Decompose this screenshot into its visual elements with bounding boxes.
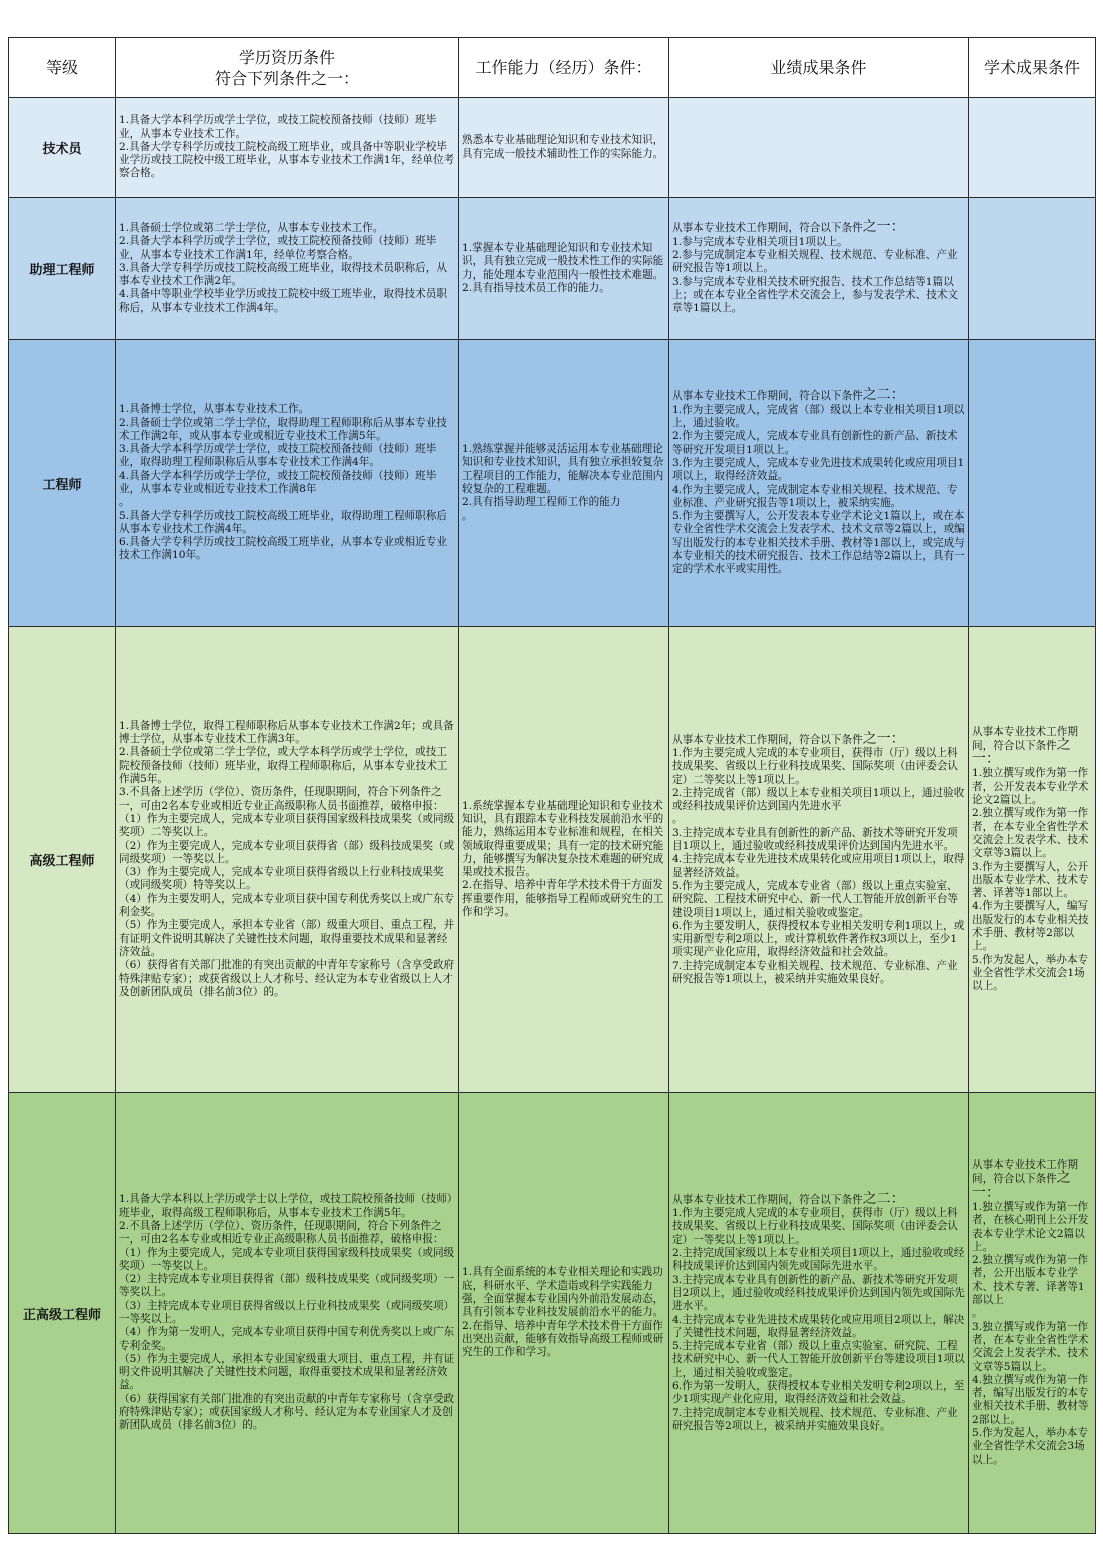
- academic-body: 1.独立撰写或作为第一作者，在核心期刊上公开发表本专业学术论文2篇以上。 2.独立撰写或作为第一作者，公开出版本专业学术、技术专著、译著等1部以上 。 3.独立撰写或作为第一作者，在本专业全省性学术交流会上发表学术、技术文章等5篇以上。 4.独立撰写或作为第一作者，编写出版发行的本专业相关技术手册、教材等2部以上。 5.作为发起人，举办本专业全省性学术交流会3场以上。: [972, 1200, 1089, 1466]
- level-cell: 高级工程师: [9, 627, 116, 1093]
- ability-cell: 熟悉本专业基础理论知识和专业技术知识，具有完成一般技术辅助性工作的实际能力。: [459, 98, 669, 198]
- education-cell: 1.具备博士学位，从事本专业技术工作。 2.具备硕士学位或第二学士学位，取得助理工程师职称后从事本专业技术工作满2年，或从事本专业或相近专业技术工作满5年。 3.具备大学本科学历或学士学位，或技工院校预备技师（技师）班毕业，取得助理工程师职称后从事本专业技术工作满4年。 4.具备大学本科学历或学士学位，或技工院校预备技师（技师）班毕业，从事本专业或相近专业技术工作满8年 。 5.具备大学专科学历或技工院校高级工班毕业，取得助理工程师职称后从事本专业技术工作满4年。 6.具备大学专科学历或技工院校高级工班毕业，从事本专业或相近专业技术工作满10年。: [116, 340, 459, 627]
- level-cell: 工程师: [9, 340, 116, 627]
- level-cell: 正高级工程师: [9, 1093, 116, 1534]
- performance-lead: [672, 1190, 965, 1207]
- ability-cell: 1.掌握本专业基础理论知识和专业技术知识，具有独立完成一般技术性工作的实际能力，能处理本专业范围内一般性技术难题。 2.具有指导技术员工作的能力。: [459, 198, 669, 340]
- performance-lead-emphasis: 之一：: [862, 730, 905, 747]
- education-cell: 1.具备博士学位，取得工程师职称后从事本专业技术工作满2年；或具备博士学位，从事本专业技术工作满3年。 2.具备硕士学位或第二学士学位，或大学本科学历或学士学位，或技工院校预备技师（技师）班毕业，取得工程师职称后，从事本专业技术工作满5年。 3.不具备上述学历（学位）、资历条件，任现职期间，符合下列条件之一，可由2名本专业或相近专业正高级职称人员书面推荐，破格申报： （1）作为主要完成人，完成本专业项目获得国家级科技成果奖（或同级奖项）二等奖以上。 （2）作为主要完成人，完成本专业项目获得省（部）级科技成果奖（或同级奖项）一等奖以上。 （3）作为主要完成人，完成本专业项目获得省级以上行业科技成果奖（或同级奖项）特等奖以上。 （4）作为主要发明人，完成本专业项目获中国专利优秀奖以上或广东专利金奖。 （5）作为主要完成人，承担本专业省（部）级重大项目、重点工程，并有证明文件说明其解决了关键性技术问题，取得重要技术成果和显著经济效益。 （6）获得省有关部门批准的有突出贡献的中青年专家称号（含享受政府特殊津贴专家）；或获省级以上人才称号、经认定为本专业省级以上人才及创新团队成员（排名前3位）的。: [116, 627, 459, 1093]
- academic-cell: [969, 340, 1096, 627]
- performance-cell: [669, 627, 969, 1093]
- performance-cell: [669, 198, 969, 340]
- performance-lead-text: 从事本专业技术工作期间，符合以下条件: [672, 222, 863, 235]
- academic-lead-emphasis: 之一：: [972, 1170, 1071, 1201]
- education-cell: 1.具备大学本科学历或学士学位，或技工院校预备技师（技师）班毕业，从事本专业技术工作。 2.具备大学专科学历或技工院校高级工班毕业，或具备中等职业学校毕业学历或技工院校中级工班毕业，从事本专业技术工作满1年，经单位考察合格。: [116, 98, 459, 198]
- academic-lead: [972, 1159, 1092, 1201]
- performance-body: 1.参与完成本专业相关项目1项以上。 2.参与完成制定本专业相关规程、技术规范、专业标准、产业研究报告等1项以上。 3.参与完成本专业相关技术研究报告、技术工作总结等1篇以上；或在本专业全省性学术交流会上，参与发表学术、技术文章等1篇以上。: [672, 235, 959, 315]
- row-engineer: [9, 340, 1096, 627]
- academic-lead: [972, 726, 1092, 768]
- ability-cell: 1.具有全面系统的本专业相关理论和实践功底，科研水平、学术造诣或科学实践能力强，全面掌握本专业国内外前沿发展动态，具有引领本专业科技发展前沿水平的能力。 2.在指导、培养中青年学术技术骨干方面作出突出贡献，能够有效指导高级工程师或研究生的工作和学习。: [459, 1093, 669, 1534]
- header-academic: 学术成果条件: [969, 38, 1096, 98]
- performance-lead-text: 从事本专业技术工作期间，符合以下条件: [672, 733, 863, 746]
- row-assistant-engineer: [9, 198, 1096, 340]
- level-cell: 技术员: [9, 98, 116, 198]
- academic-cell: [969, 627, 1096, 1093]
- performance-lead-text: 从事本专业技术工作期间，符合以下条件: [672, 390, 863, 403]
- criteria-table: [8, 37, 1096, 1534]
- academic-cell: [969, 198, 1096, 340]
- education-cell: 1.具备大学本科以上学历或学士以上学位，或技工院校预备技师（技师）班毕业，取得高级工程师职称后，从事本专业技术工作满5年。 2.不具备上述学历（学位）、资历条件，任现职期间，符合下列条件之一，可由2名本专业或相近专业正高级职称人员书面推荐，破格申报： （1）作为主要完成人，完成本专业项目获得国家级科技成果奖（或同级奖项）一等奖以上。 （2）主持完成本专业项目获得省（部）级科技成果奖（或同级奖项）一等奖以上。 （3）主持完成本专业项目获得省级以上行业科技成果奖（或同级奖项）一等奖以上。 （4）作为第一发明人，完成本专业项目获得中国专利优秀奖以上或广东专利金奖。 （5）作为主要完成人，承担本专业国家级重大项目、重点工程，并有证明文件说明其解决了关键性技术问题，取得重要技术成果和显著经济效益。 （6）获得国家有关部门批准的有突出贡献的中青年专家称号（含享受政府特殊津贴专家）；或获国家级人才称号、经认定为本专业国家人才及创新团队成员（排名前3位）的。: [116, 1093, 459, 1534]
- academic-body: 1.独立撰写或作为第一作者，公开发表本专业学术论文2篇以上。 2.独立撰写或作为第一作者，在本专业全省性学术交流会上发表学术、技术文章等3篇以上。 3.作为主要撰写人，公开出版本专业学术、技术专著、译著等1部以上。 4.作为主要撰写人，编写出版发行的本专业相关技术手册、教材等2部以上。 5.作为发起人，举办本专业全省性学术交流会1场以上。: [972, 767, 1089, 993]
- header-row: [9, 38, 1096, 98]
- performance-lead: [672, 389, 965, 403]
- performance-lead-emphasis: 之一：: [862, 219, 905, 236]
- academic-cell: [969, 98, 1096, 198]
- performance-body: 1.作为主要完成人完成的本专业项目，获得市（厅）级以上科技成果奖、省级以上行业科技成果奖、国际奖项（由评委会认定）一等奖以上等1项以上。 2.主持完成国家级以上本专业相关项目1项以上，通过验收或经科技成果评价达到国内领先或国际先进水平。 3.主持完成本专业具有创新性的新产品、新技术等研究开发项目2项以上，通过验收或经科技成果评价达到国内领先或国际先进水平。 4.主持完成本专业先进技术成果转化或应用项目2项以上，解决了关键性技术问题，取得显著经济效益。 5.主持完成本专业省（部）级以上重点实验室、研究院、工程技术研究中心、新一代人工智能开放创新平台等建设项目1项以上，通过相关验收或鉴定。 6.作为第一发明人，获得授权本专业相关发明专利2项以上，至少1项实现产业化应用，取得经济效益和社会效益。 7.主持完成制定本专业相关规程、技术规范、专业标准、产业研究报告等2项以上，被采纳并实施效果良好。: [672, 1207, 965, 1432]
- row-professor-engineer: [9, 1093, 1096, 1534]
- header-performance: 业绩成果条件: [669, 38, 969, 98]
- performance-lead-emphasis: 之二：: [862, 387, 905, 404]
- header-education-title: 学历资历条件: [238, 47, 335, 67]
- header-level: 等级: [9, 38, 116, 98]
- performance-lead: [672, 730, 965, 747]
- ability-cell: 1.熟练掌握并能够灵活运用本专业基础理论知识和专业技术知识，具有独立承担较复杂工程项目的工作能力，能解决本专业范围内较复杂的工程难题。 2.具有指导助理工程师工作的能力 。: [459, 340, 669, 627]
- header-ability: 工作能力（经历）条件：: [459, 38, 669, 98]
- performance-cell: [669, 1093, 969, 1534]
- header-education: [116, 38, 459, 98]
- row-technician: [9, 98, 1096, 198]
- performance-lead-text: 从事本专业技术工作期间，符合以下条件: [672, 1193, 863, 1206]
- academic-lead-text: 从事本专业技术工作期间，符合以下条件: [972, 1159, 1078, 1186]
- academic-lead-emphasis: 之一：: [972, 736, 1071, 768]
- level-cell: 助理工程师: [9, 198, 116, 340]
- performance-cell: [669, 98, 969, 198]
- performance-body: 1.作为主要完成人，完成省（部）级以上本专业相关项目1项以上，通过验收。 2.作为主要完成人，完成本专业具有创新性的新产品、新技术等研究开发项目1项以上。 3.作为主要完成人，完成本专业先进技术成果转化或应用项目1项以上，取得经济效益。 4.作为主要完成人，完成制定本专业相关规程、技术规范、专业标准、产业研究报告等1项以上，被采纳实施。 5.作为主要撰写人，公开发表本专业学术论文1篇以上，或在本专业全省性学术交流会上发表学术、技术文章等2篇以上，或编写出版发行的本专业相关技术手册、教材等1部以上，或完成与本专业相关的技术研究报告、技术工作总结等2篇以上，具有一定的学术水平或实用性。: [672, 403, 965, 576]
- performance-body: 1.作为主要完成人完成的本专业项目，获得市（厅）级以上科技成果奖、省级以上行业科技成果奖、国际奖项（由评委会认定）二等奖以上等1项以上。 2.主持完成省（部）级以上本专业相关项目1项以上，通过验收或经科技成果评价达到国内先进水平 。 3.主持完成本专业具有创新性的新产品、新技术等研究开发项目1项以上，通过验收或经科技成果评价达到国内先进水平。 4.主持完成本专业先进技术成果转化或应用项目1项以上，取得显著经济效益。 5.作为主要完成人，完成本专业省（部）级以上重点实验室、研究院、工程技术研究中心、新一代人工智能开放创新平台等建设项目1项以上，通过相关验收或鉴定。 6.作为主要发明人，获得授权本专业相关发明专利1项以上，或实用新型专利2项以上，或计算机软件著作权3项以上，至少1项实现产业化应用，取得经济效益和社会效益。 7.主持完成制定本专业相关规程、技术规范、专业标准、产业研究报告等1项以上，被采纳并实施效果良好。: [672, 746, 965, 986]
- ability-cell: 1.系统掌握本专业基础理论知识和专业技术知识，具有跟踪本专业科技发展前沿水平的能力，熟练运用本专业标准和规程，在相关领域取得重要成果；具有一定的技术研究能力，能够撰写为解决复杂技术难题的研究成果或技术报告。 2.在指导、培养中青年学术技术骨干方面发挥重要作用，能够指导工程师或研究生的工作和学习。: [459, 627, 669, 1093]
- performance-lead: [672, 221, 965, 235]
- academic-lead-text: 从事本专业技术工作期间，符合以下条件: [972, 725, 1078, 752]
- criteria-page: [8, 37, 1095, 1534]
- row-senior-engineer: [9, 627, 1096, 1093]
- performance-lead-emphasis: 之二：: [862, 1190, 905, 1207]
- education-cell: 1.具备硕士学位或第二学士学位，从事本专业技术工作。 2.具备大学本科学历或学士学位，或技工院校预备技师（技师）班毕业，从事本专业技术工作满1年，经单位考察合格。 3.具备大学专科学历或技工院校高级工班毕业，取得技术员职称后，从事本专业技术工作满2年。 4.具备中等职业学校毕业学历或技工院校中级工班毕业，取得技术员职称后，从事本专业技术工作满4年。: [116, 198, 459, 340]
- performance-cell: [669, 340, 969, 627]
- header-education-subtitle: 符合下列条件之一：: [214, 68, 359, 88]
- academic-cell: [969, 1093, 1096, 1534]
